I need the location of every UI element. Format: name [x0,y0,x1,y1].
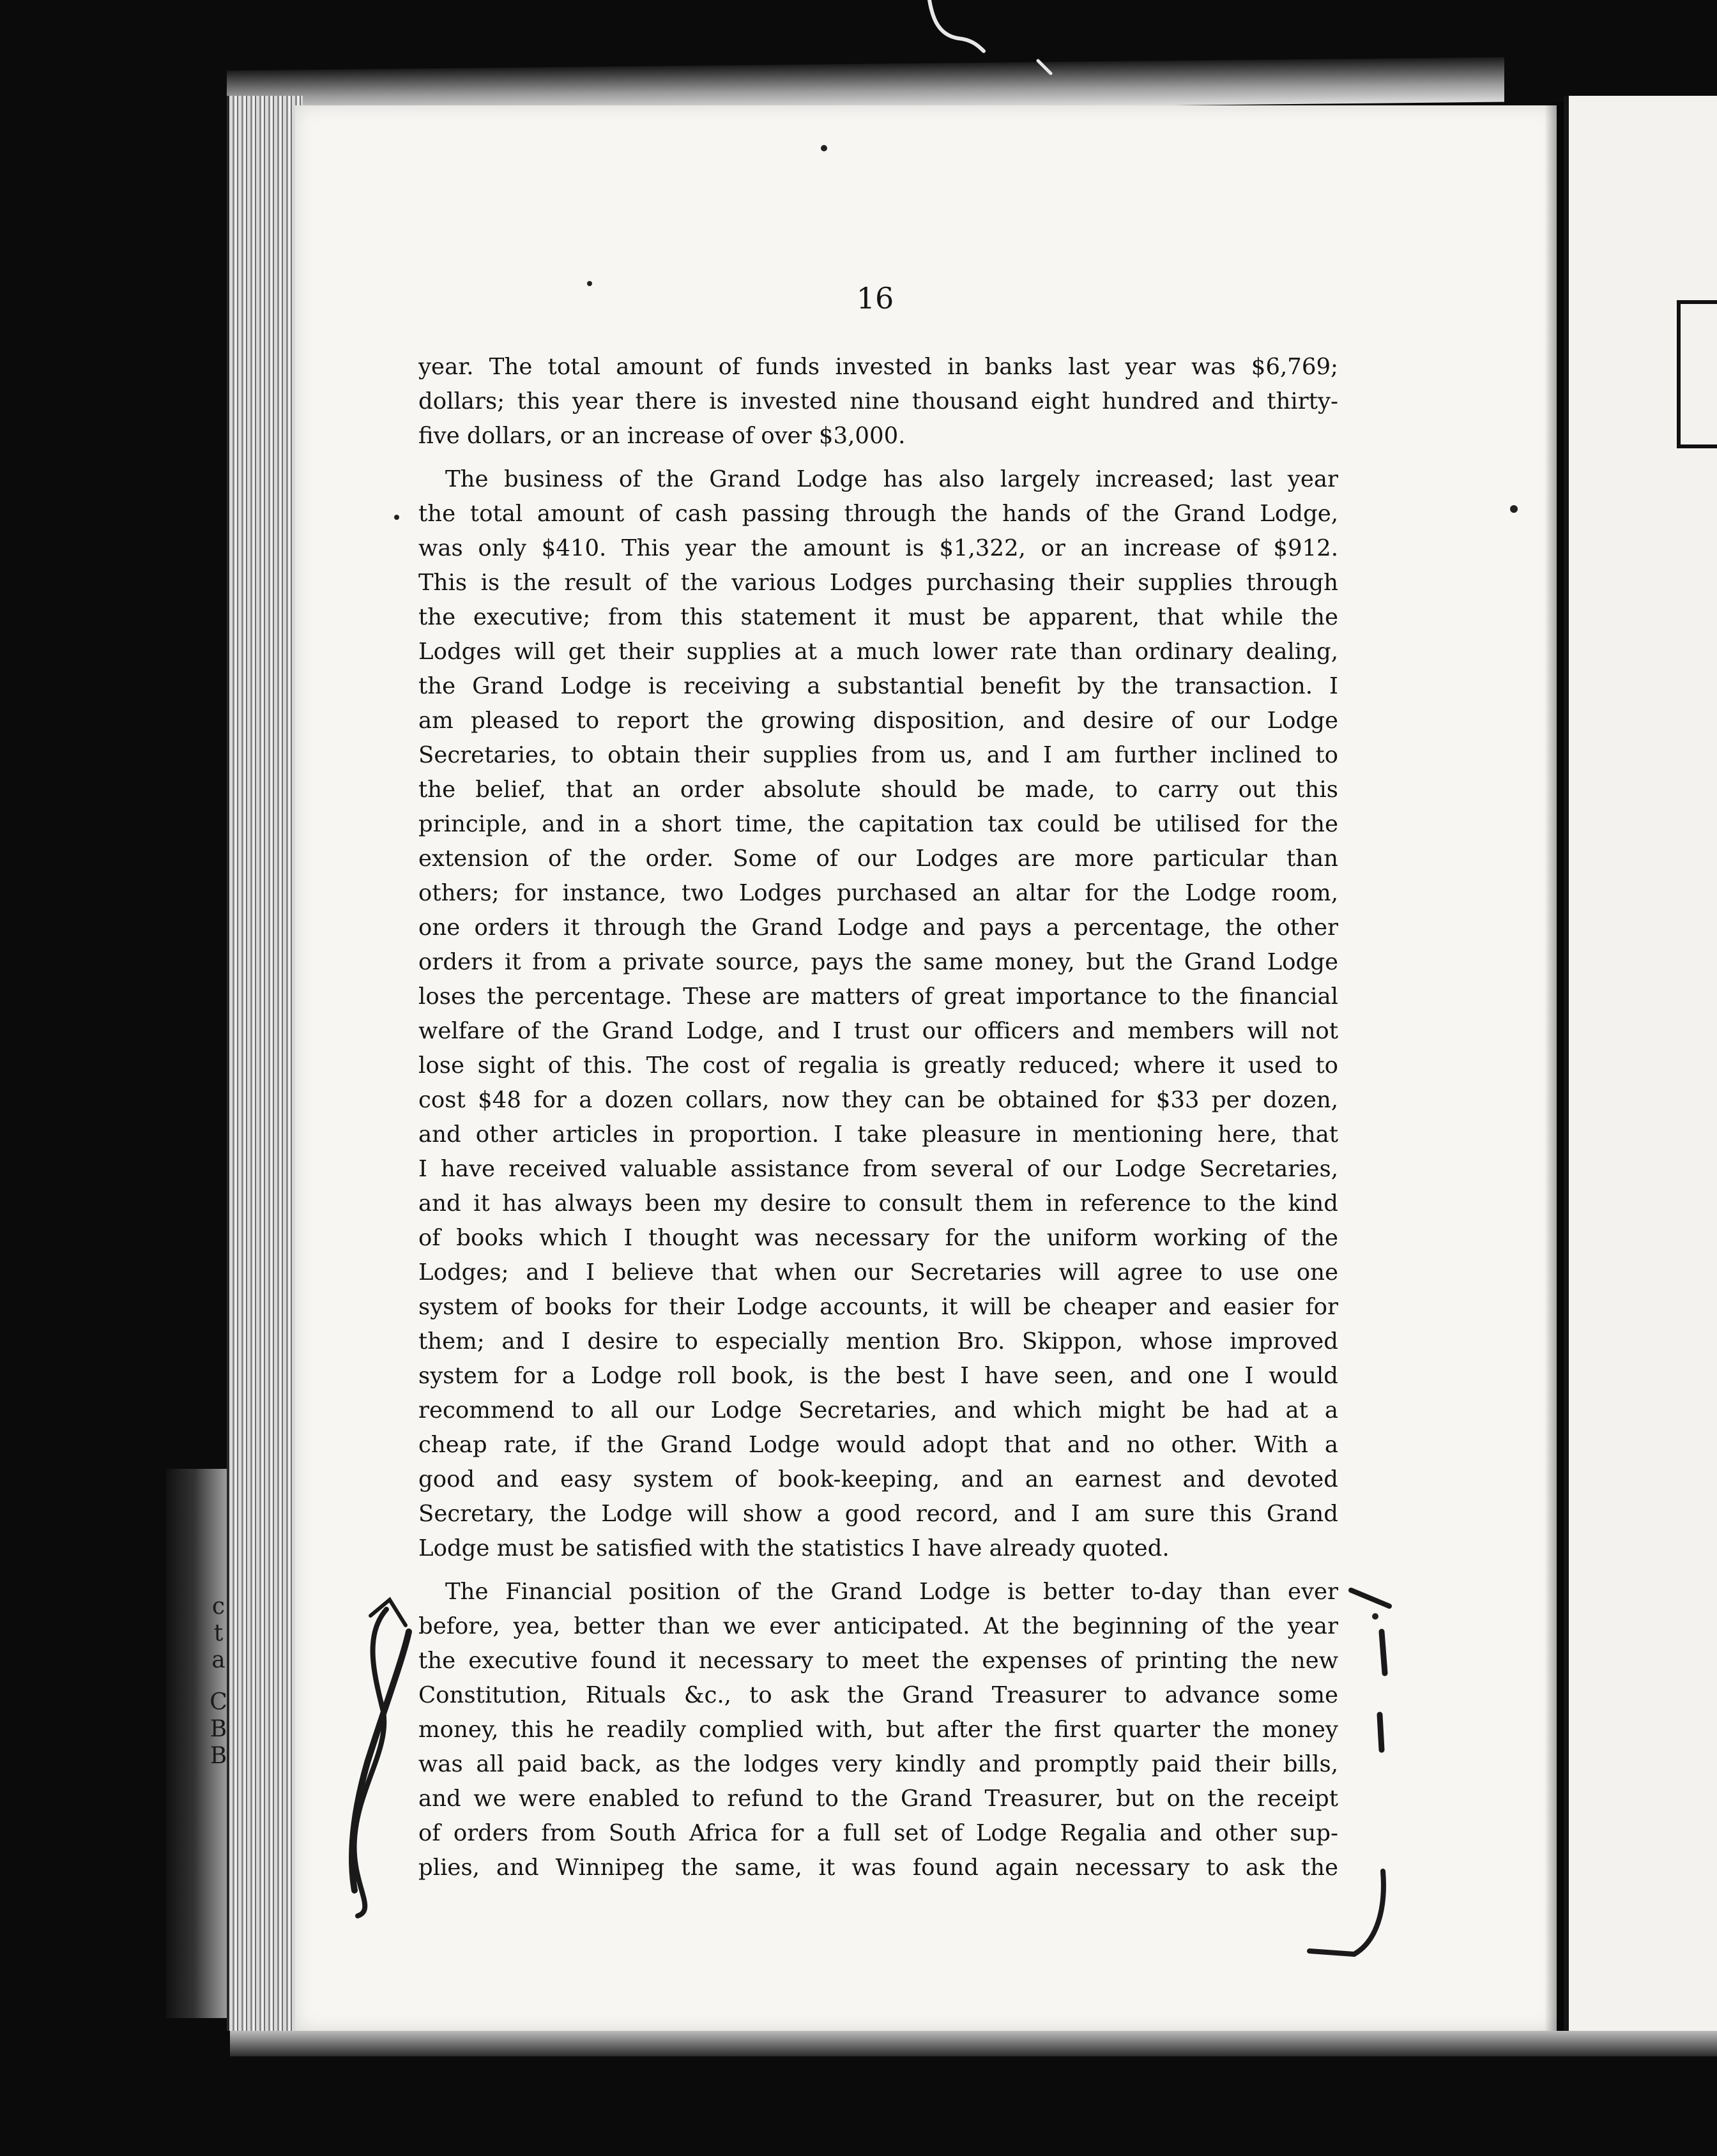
paragraph-1 [418,350,1338,453]
body-text [418,350,1338,1885]
text-line: system for a Lodge roll book, is the best I have seen, and one I would [418,1363,1338,1389]
page-number: 16 [856,281,894,315]
text-line: the Grand Lodge is receiving a substantial benefit by the transaction. I [418,673,1338,699]
text-line: the total amount of cash passing through the hands of the Grand Lodge, [418,501,1338,527]
text-line: and it has always been my desire to consult them in reference to the kind [418,1190,1338,1217]
text-line: Constitution, Rituals &c., to ask the Grand Treasurer to advance some [418,1682,1338,1708]
text-line: money, this he readily complied with, but after the first quarter the money [418,1717,1338,1743]
text-line: dollars; this year there is invested nine thousand eight hundred and thirty- [418,388,1338,414]
text-line: The Financial position of the Grand Lodge is better to-day than ever [445,1579,1338,1605]
text-line: Lodge must be satisfied with the statistics I have already quoted. [418,1535,1170,1561]
text-line: and other articles in proportion. I take pleasure in mentioning here, that [418,1121,1338,1148]
text-line: extension of the order. Some of our Lodges are more particular than [418,846,1338,872]
text-line: of orders from South Africa for a full set of Lodge Regalia and other sup- [418,1820,1338,1846]
text-line: of books which I thought was necessary for the uniform working of the [418,1225,1338,1251]
text-line: principle, and in a short time, the capitation tax could be utilised for the [418,811,1338,837]
text-line: Secretary, the Lodge will show a good record, and I am sure this Grand [418,1501,1338,1527]
text-line: plies, and Winnipeg the same, it was found again necessary to ask the [418,1855,1338,1881]
paragraph-2 [418,462,1338,1566]
text-line: the executive found it necessary to meet the expenses of printing the new [418,1648,1338,1674]
text-line: cost $48 for a dozen collars, now they can be obtained for $33 per dozen, [418,1087,1338,1113]
text-line: year. The total amount of funds invested in banks last year was $6,769; [418,354,1338,380]
text-line: recommend to all our Lodge Secretaries, and which might be had at a [418,1397,1338,1423]
text-line: cheap rate, if the Grand Lodge would adopt that and no other. With a [418,1432,1338,1458]
text-line: was all paid back, as the lodges very kindly and promptly paid their bills, [418,1751,1338,1777]
text-line: was only $410. This year the amount is $1,322, or an increase of $912. [418,535,1338,561]
binding-letter: t [213,1620,224,1646]
text-line: The business of the Grand Lodge has also largely increased; last year [445,466,1338,492]
paragraph-3 [418,1575,1338,1885]
book-bottom-edge [230,2031,1717,2056]
text-line: system of books for their Lodge accounts, it will be cheaper and easier for [418,1294,1338,1320]
page-stack-edges [227,96,303,2031]
text-line: five dollars, or an increase of over $3,000. [418,423,906,449]
binding-letter: B [210,1716,227,1742]
text-line: welfare of the Grand Lodge, and I trust our officers and members will not [418,1018,1338,1044]
text-line: Lodges; and I believe that when our Secretaries will agree to use one [418,1259,1338,1286]
text-line: am pleased to report the growing disposition, and desire of our Lodge [418,708,1338,734]
binding-letters [206,1593,231,1770]
text-line: the executive; from this statement it must be apparent, that while the [418,604,1338,630]
text-line: good and easy system of book-keeping, and an earnest and devoted [418,1466,1338,1492]
text-line: one orders it through the Grand Lodge and pays a percentage, the other [418,915,1338,941]
text-line: them; and I desire to especially mention Bro. Skippon, whose improved [418,1328,1338,1355]
text-line: Lodges will get their supplies at a much lower rate than ordinary dealing, [418,639,1338,665]
binding-letter: a [211,1647,225,1673]
text-line: I have received valuable assistance from several of our Lodge Secretaries, [418,1156,1338,1182]
text-line: others; for instance, two Lodges purchased an altar for the Lodge room, [418,880,1338,906]
text-line: the belief, that an order absolute should be made, to carry out this [418,777,1338,803]
text-line: and we were enabled to refund to the Grand Treasurer, but on the receipt [418,1786,1338,1812]
binding-letter: c [211,1593,225,1620]
facing-page-mark [1677,300,1717,448]
text-line: lose sight of this. The cost of regalia is greatly reduced; where it used to [418,1052,1338,1079]
binding-letter: C [210,1689,227,1715]
binding-letter: B [210,1743,227,1769]
text-line: loses the percentage. These are matters of great importance to the financial [418,983,1338,1010]
text-line: Secretaries, to obtain their supplies from us, and I am further inclined to [418,742,1338,768]
text-line: orders it from a private source, pays the same money, but the Grand Lodge [418,949,1338,975]
text-line: before, yea, better than we ever anticipated. At the beginning of the year [418,1613,1338,1639]
spine-shadow [1545,102,1564,2031]
text-line: This is the result of the various Lodges purchasing their supplies through [418,570,1338,596]
